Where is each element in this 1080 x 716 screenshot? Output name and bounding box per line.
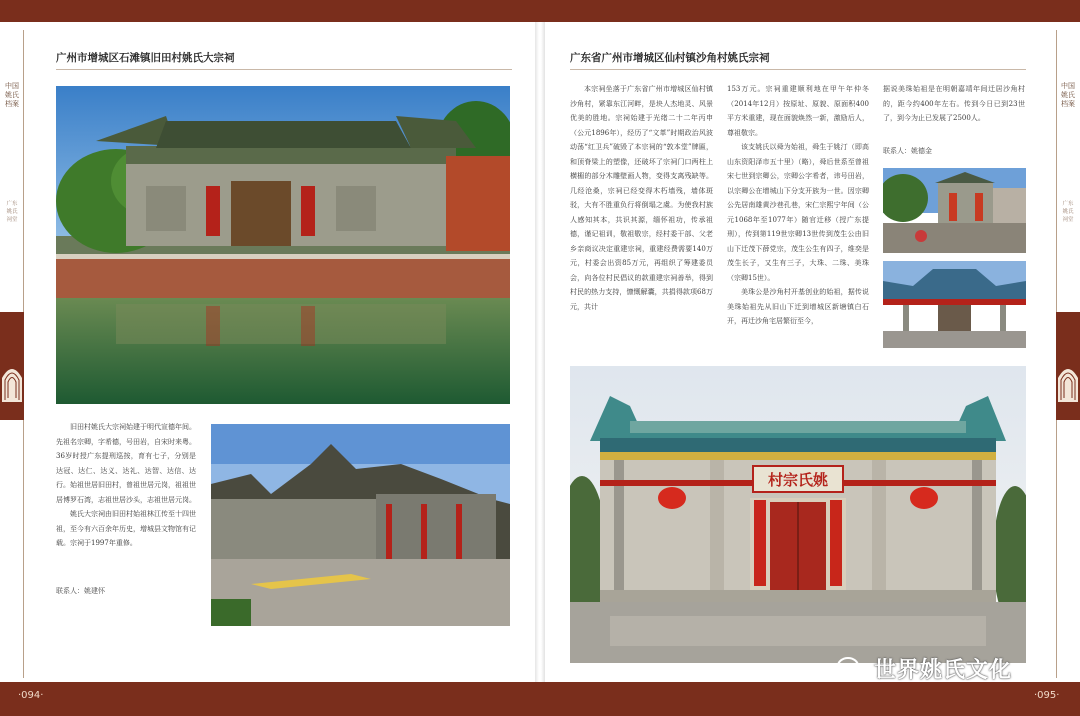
watermark-text: 世界姚氏文化 bbox=[874, 657, 1013, 683]
page-spine bbox=[535, 22, 545, 682]
wechat-icon bbox=[836, 656, 866, 680]
right-title-rule bbox=[570, 69, 1026, 70]
renovated-hall-main-photo bbox=[570, 366, 1026, 663]
side-sub-label: 广东姚氏祠堂 bbox=[6, 201, 18, 223]
left-body-text bbox=[56, 420, 196, 551]
left-page-number: ·094· bbox=[18, 690, 44, 701]
watermark bbox=[836, 652, 1012, 684]
right-body-col2 bbox=[727, 82, 869, 329]
right-paragraph-2: 153万元。宗祠重建顺利地在甲午年仲冬（2014年12月）按原址、原貌、原面积400平方米重建，现在面貌焕然一新，激励后人，尊祖敬宗。 bbox=[727, 85, 869, 137]
grey-brick-hall-photo bbox=[211, 424, 510, 626]
right-body-col1 bbox=[570, 82, 713, 314]
left-side-strip bbox=[0, 30, 24, 678]
right-page-number: ·095· bbox=[1034, 690, 1060, 701]
left-paragraph-1: 旧田村姚氏大宗祠始建于明代宣德年间。先祖名宗卿，字希德，号田岩，自宋时来粤。36岁时授广东提刑巡按，育有七子，分别是达冠、达仁、达义、达礼、达智、达信、达行。始祖世居旧田村，曾祖世居元岗，祖祖世居博罗石湾，志祖世居沙头，志祖世居元岗。 bbox=[56, 423, 196, 504]
side-label-right: 中国姚氏档案 bbox=[1061, 82, 1075, 108]
side-sub-label-right: 广东姚氏祠堂 bbox=[1062, 201, 1074, 223]
right-body-col3 bbox=[883, 82, 1025, 126]
right-side-strip bbox=[1056, 30, 1080, 678]
right-paragraph-1: 本宗祠坐落于广东省广州市增城区仙村镇沙角村，紧靠东江河畔，是块人杰地灵、风景优美的胜地。宗祠始建于光绪二十二年丙申（公元1896年），经历了“文革”时期政治风波动荡“红卫兵”破毁了本宗祠的“敦本堂”牌匾，和顶脊梁上的塑像，还破坏了宗祠门口两柱上横楣的部分木雕壁画人物，变得支离残缺等。几经沧桑，宗祠已经变得木朽墙残，墙体斑驳，大有不胜重负行将倒塌之虞。为使我村族人感知其本，共识其源，缅怀祖功，传承祖德，谨记祖训，敬祖敬宗，经村委干部、父老乡亲商议决定重建宗祠，重建经费需要140万元，村委会出资85万元，再组织了筹建委员会，向各位村民倡议的款重建宗祠善举，得到村民的热力支持，慷慨解囊，共捐得款项68万元，共计 bbox=[570, 85, 713, 311]
hall-front-cyclist-photo bbox=[883, 168, 1026, 253]
hall-sign-text: 村宗氏姚 bbox=[767, 471, 829, 489]
ornament-icon bbox=[0, 360, 24, 404]
left-paragraph-2: 姚氏大宗祠由旧田村始祖林江传至十四世祖，至今有六百余年历史，增城县文物馆有记载。宗祠于1997年重修。 bbox=[56, 510, 196, 547]
hall-interior-courtyard-photo bbox=[883, 261, 1026, 348]
bottom-band bbox=[0, 682, 1080, 716]
right-paragraph-3: 该支姚氏以舜为始祖，舜生于姚汀（即高山东资阳泽市五十里）（略），舜后世系至曾祖宋七世到宗卿公，宗卿公字希者，讳号田岩，以宗卿公在增城山下分支开族为一世。因宗卿公先居南雄黄沙巷孔巷，宋仁宗熙宁年间（公元1068年至1077年）随官迁移（授广东提刑），传到第119世宗卿13世传到茂生公由旧山下迁茂下薛党宗，茂生公生有四子，维奕是茂生长子，又生有三子，大珠、二珠、美珠（宗卿15世）。 bbox=[727, 143, 869, 282]
left-contact: 联系人：姚建怀 bbox=[56, 587, 105, 595]
ornament-icon bbox=[1056, 360, 1080, 404]
right-paragraph-5: 据说美珠始祖是在明朝嘉靖年间迁居沙角村的，距今约400年左右。传到今日已到23世了，到今为止已发展了2500人。 bbox=[883, 85, 1025, 122]
left-article-title: 广州市增城区石滩镇旧田村姚氏大宗祠 bbox=[56, 52, 235, 64]
right-paragraph-4: 美珠公是沙角村开基创业的始祖，据传说美珠始祖先从旧山下迁到增城区新塘镇白石开，再迁沙角宅居繁衍至今， bbox=[727, 288, 869, 325]
left-title-rule bbox=[56, 69, 512, 70]
right-article-title: 广东省广州市增城区仙村镇沙角村姚氏宗祠 bbox=[570, 52, 770, 64]
side-label: 中国姚氏档案 bbox=[5, 82, 19, 108]
top-band bbox=[0, 0, 1080, 22]
ancestral-hall-pond-photo bbox=[56, 86, 510, 404]
right-contact: 联系人：姚德金 bbox=[883, 147, 932, 155]
